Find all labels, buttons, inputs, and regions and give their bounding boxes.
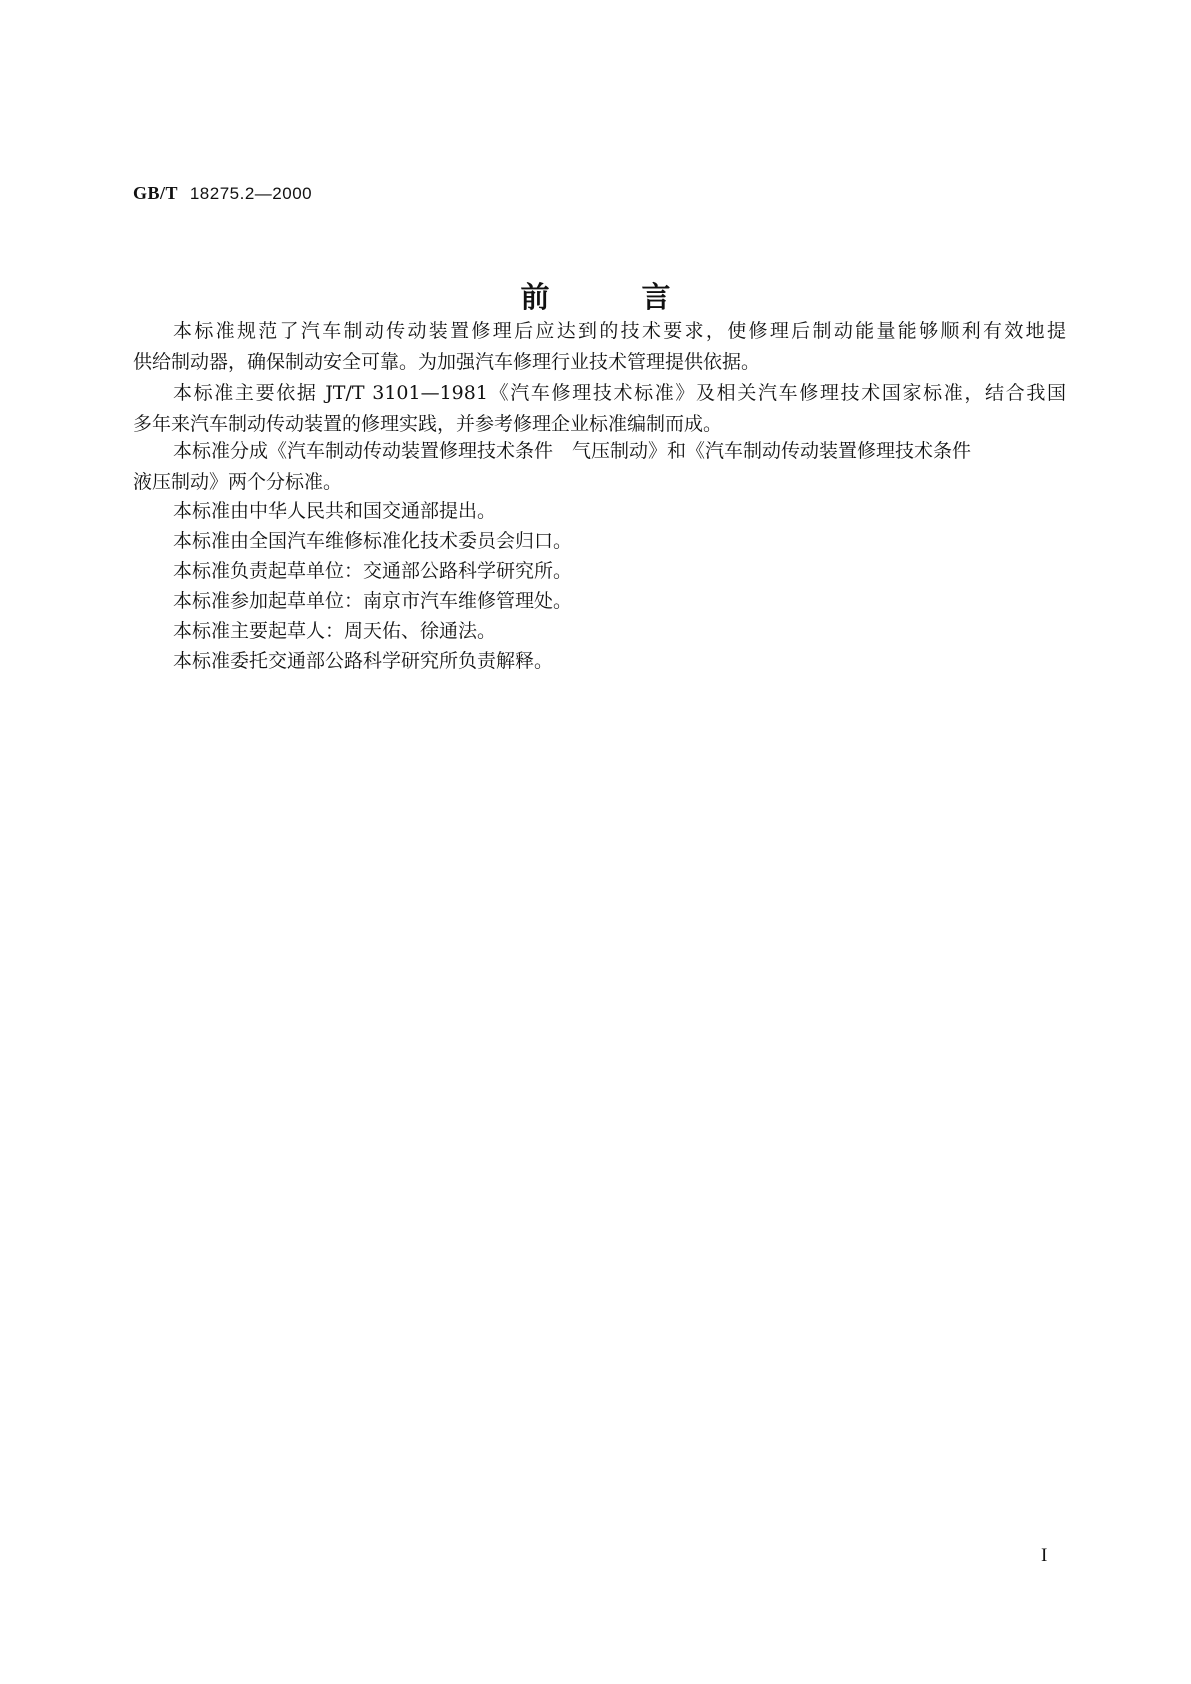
paragraph-5	[133, 526, 1066, 557]
paragraph-7	[133, 586, 1066, 617]
paragraph-line: 本标准委托交通部公路科学研究所负责解释。	[173, 650, 554, 672]
paragraph-line: 本标准负责起草单位：交通部公路科学研究所。	[173, 560, 573, 582]
standard-code	[133, 183, 312, 204]
paragraph-line: 多年来汽车制动传动装置的修理实践，并参考修理企业标准编制而成。	[133, 413, 723, 435]
paragraph-line: 本标准主要起草人：周天佑、徐通法。	[173, 620, 497, 642]
standard-number: 18275.2—2000	[189, 184, 313, 203]
paragraph-line: 本标准由全国汽车维修标准化技术委员会归口。	[173, 530, 573, 552]
paragraph-line: 供给制动器，确保制动安全可靠。为加强汽车修理行业技术管理提供依据。	[133, 351, 761, 373]
paragraph-8	[133, 616, 1066, 647]
title-char-2: 言	[641, 280, 671, 314]
paragraph-2	[133, 378, 1066, 440]
page-title	[0, 275, 1191, 316]
paragraph-line: 本标准分成《汽车制动传动装置修理技术条件 气压制动》和《汽车制动传动装置修理技术条件	[173, 440, 972, 462]
paragraph-3	[133, 436, 1066, 498]
paragraph-6	[133, 556, 1066, 587]
paragraph-line: 液压制动》两个分标准。	[133, 471, 343, 493]
title-char-1: 前	[520, 280, 550, 314]
standard-prefix: GB/T	[133, 183, 179, 203]
paragraph-4	[133, 496, 1066, 527]
paragraph-line: 本标准主要依据 JT/T 3101—1981《汽车修理技术标准》及相关汽车修理技术国家标准，结合我国	[173, 382, 1066, 404]
paragraph-1	[133, 316, 1066, 378]
page-number: I	[1041, 1545, 1048, 1566]
paragraph-line: 本标准由中华人民共和国交通部提出。	[173, 500, 497, 522]
paragraph-line: 本标准参加起草单位：南京市汽车维修管理处。	[173, 590, 573, 612]
paragraph-line: 本标准规范了汽车制动传动装置修理后应达到的技术要求，使修理后制动能量能够顺利有效地提	[173, 320, 1066, 342]
paragraph-9	[133, 646, 1066, 677]
